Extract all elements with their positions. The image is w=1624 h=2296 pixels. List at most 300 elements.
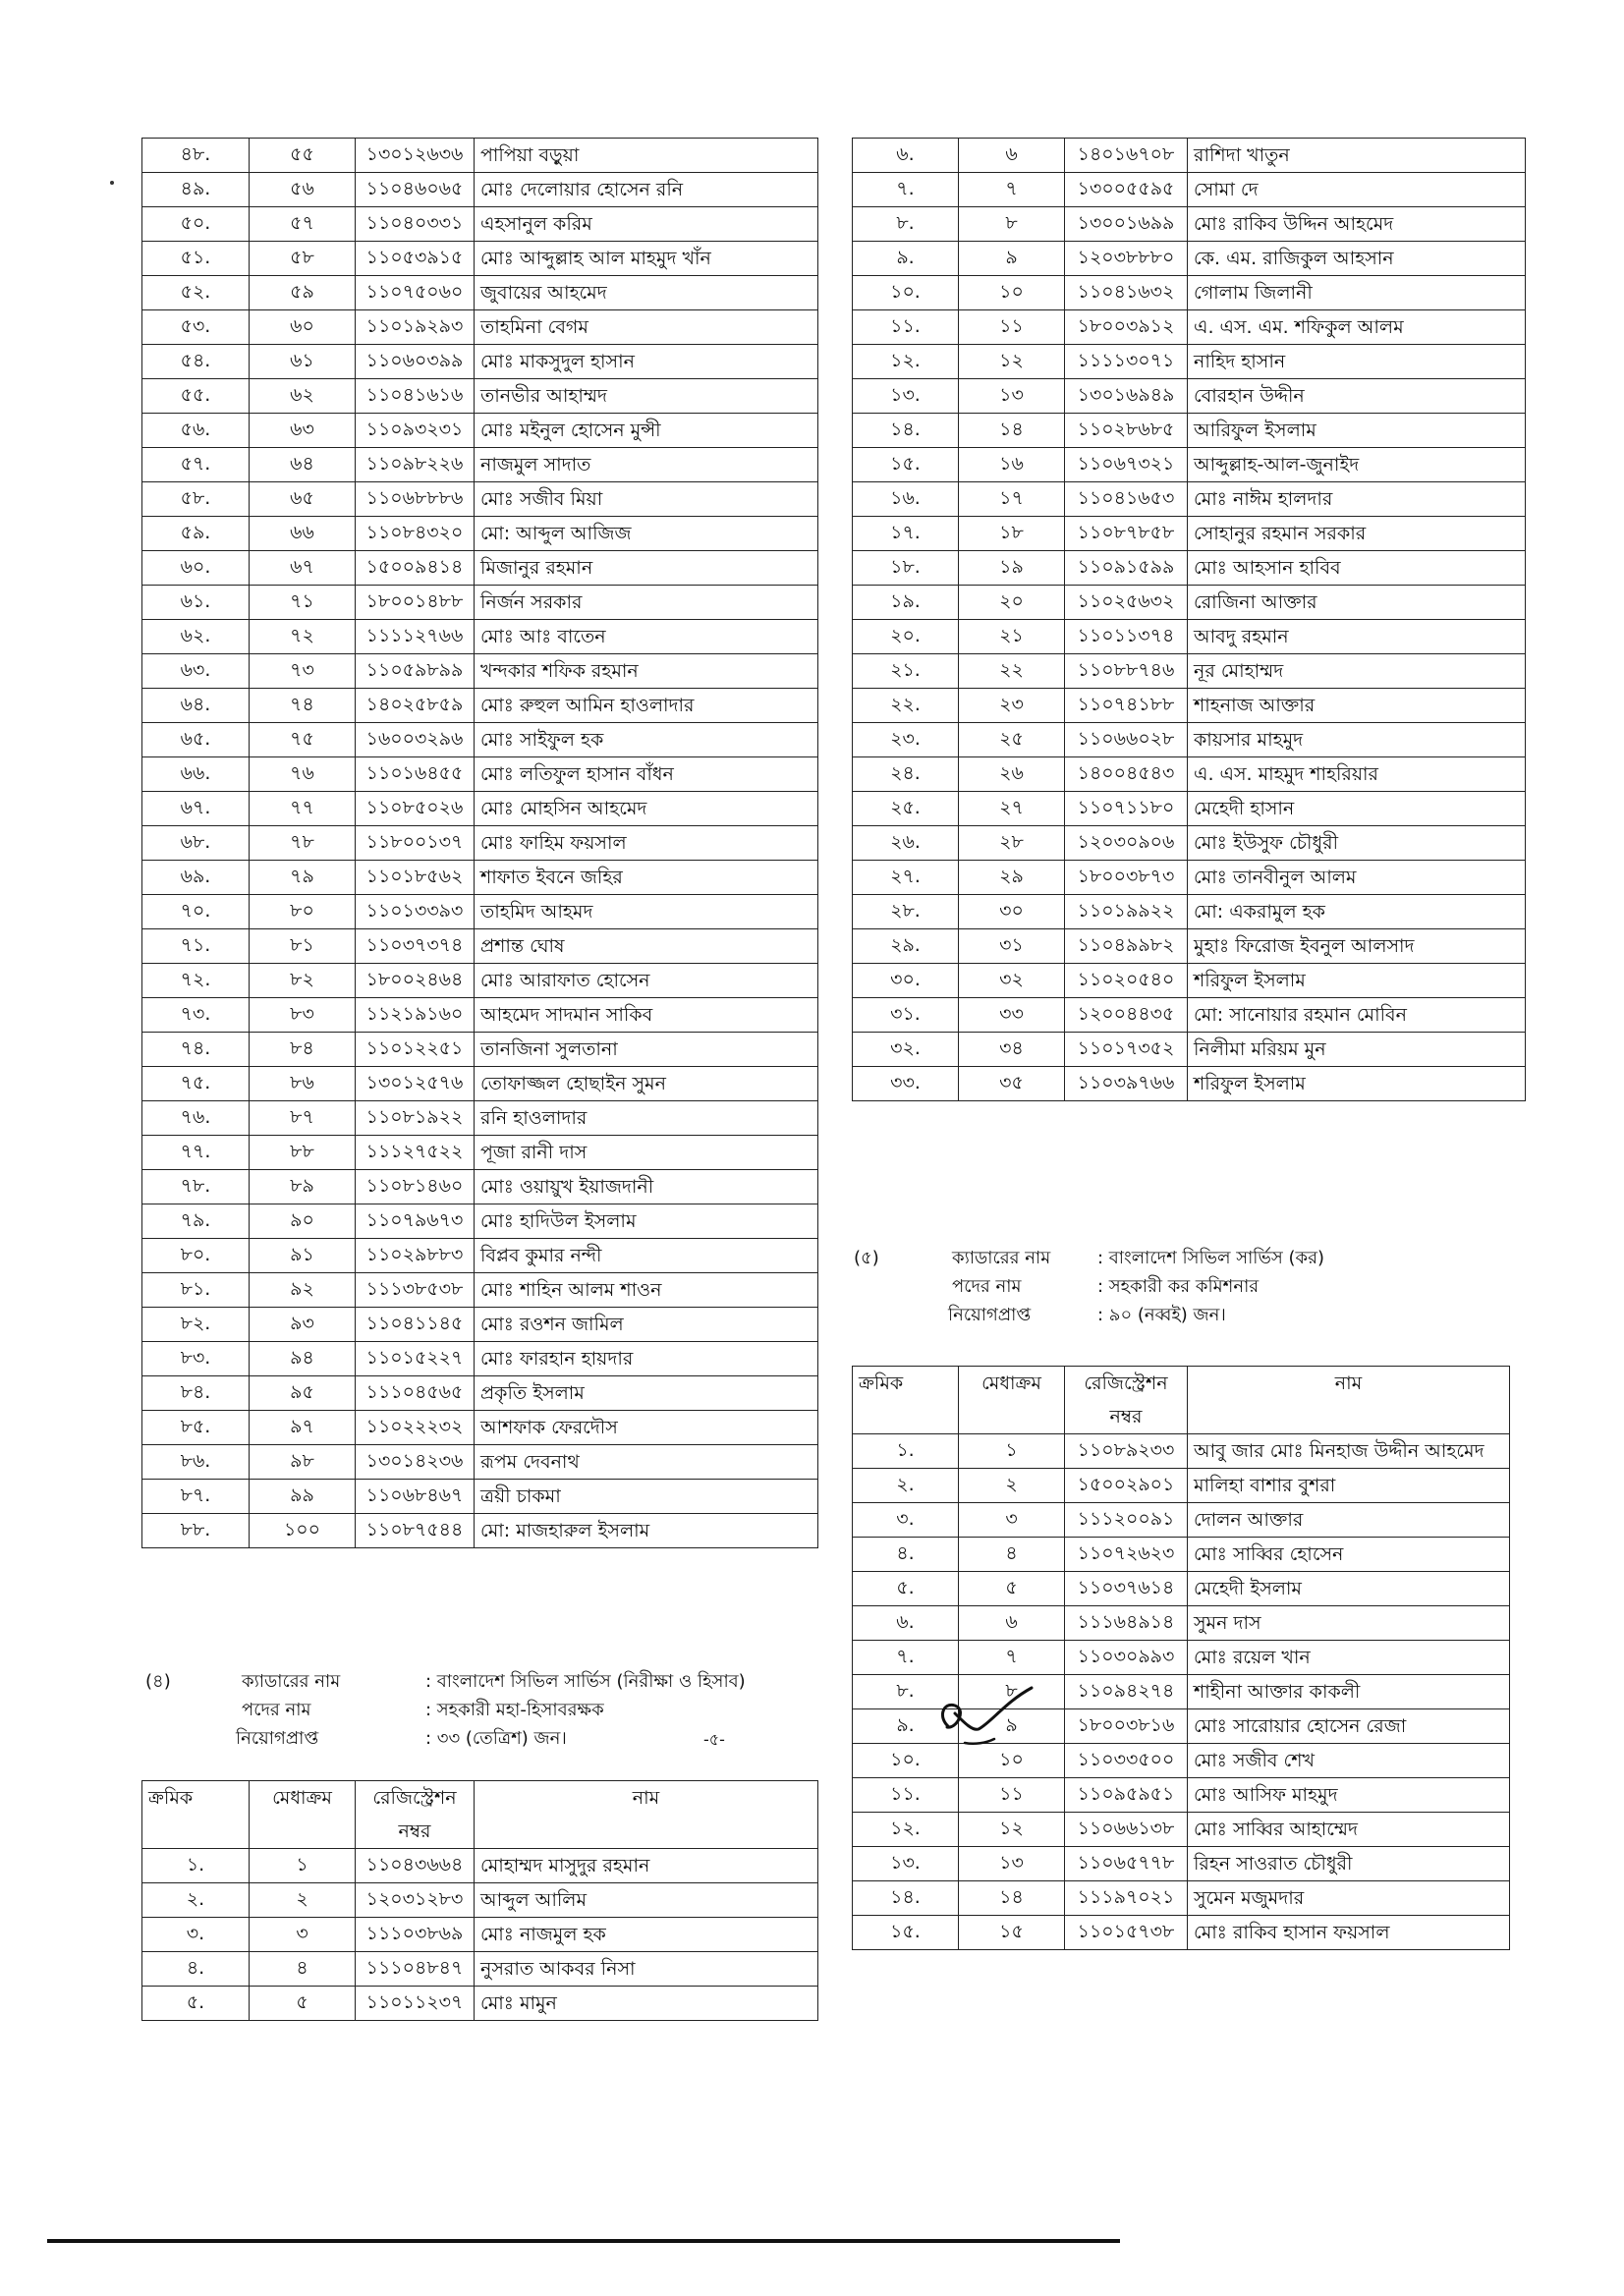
name-cell: এ. এস. এম. শফিকুল আলম	[1188, 310, 1526, 345]
serial-cell: ৫৫.	[142, 379, 250, 414]
registration-cell: ১১০১৩৩৯৩	[356, 895, 475, 929]
post-value: : সহকারী কর কমিশনার	[1097, 1276, 1260, 1297]
table-row	[142, 1101, 818, 1136]
serial-cell: ৫.	[142, 1987, 250, 2021]
table-row	[142, 1136, 818, 1170]
serial-cell: ৫০.	[142, 207, 250, 242]
serial-cell: ১.	[853, 1434, 959, 1469]
registration-cell: ১১০৩৯৭৬৬	[1065, 1067, 1188, 1101]
name-cell: মোঃ মোহসিন আহমেদ	[475, 792, 818, 826]
registration-cell: ১১০১১৩৭৪	[1065, 620, 1188, 654]
registration-cell: ১১১৬৪৯১৪	[1065, 1606, 1188, 1641]
table-row	[142, 1445, 818, 1480]
post-label: পদের নাম	[952, 1276, 1022, 1297]
serial-cell: ২৫.	[853, 792, 959, 826]
serial-cell: ২২.	[853, 689, 959, 723]
table-row	[142, 620, 818, 654]
merit-cell: ৮	[959, 1675, 1065, 1709]
merit-cell: ৯২	[250, 1273, 356, 1308]
registration-cell: ১১০৬৬০২৮	[1065, 723, 1188, 757]
registration-cell: ১১১০৪৫৬৫	[356, 1376, 475, 1411]
table-row	[142, 1273, 818, 1308]
name-cell: কায়সার মাহমুদ	[1188, 723, 1526, 757]
table-row	[142, 139, 818, 173]
registration-cell: ১১৮০০১৩৭	[356, 826, 475, 861]
serial-cell: ২৩.	[853, 723, 959, 757]
serial-cell: ৭২.	[142, 964, 250, 998]
table-row	[853, 1881, 1510, 1916]
table-row	[853, 1434, 1510, 1469]
merit-cell: ২০	[959, 586, 1065, 620]
registration-cell: ১১০৪১৬৩২	[1065, 276, 1188, 310]
registration-cell: ১১০১৭৩৫২	[1065, 1033, 1188, 1067]
table-row	[853, 964, 1526, 998]
serial-cell: ৮৭.	[142, 1480, 250, 1514]
serial-cell: ৫৪.	[142, 345, 250, 379]
name-cell: নুসরাত আকবর নিসা	[475, 1952, 818, 1987]
serial-cell: ১৪.	[853, 414, 959, 448]
registration-cell: ১১০৬৮৪৬৭	[356, 1480, 475, 1514]
name-cell: সোহানুর রহমান সরকার	[1188, 517, 1526, 551]
merit-cell: ৬	[959, 1606, 1065, 1641]
registration-cell: ১১০২৫৬৩২	[1065, 586, 1188, 620]
registration-cell: ১১০৯৫৯৫১	[1065, 1778, 1188, 1813]
table-row	[142, 345, 818, 379]
serial-cell: ৭৩.	[142, 998, 250, 1033]
registration-cell: ১১১২০০৯১	[1065, 1503, 1188, 1538]
name-cell: খন্দকার শফিক রহমান	[475, 654, 818, 689]
name-cell: বোরহান উদ্দীন	[1188, 379, 1526, 414]
serial-cell: ১৩.	[853, 379, 959, 414]
name-cell: সুমেন মজুমদার	[1188, 1881, 1510, 1916]
scan-mark	[110, 181, 114, 185]
merit-cell: ৬৬	[250, 517, 356, 551]
registration-cell: ১১০৫৩৯১৫	[356, 242, 475, 276]
name-cell: আশফাক ফেরদৌস	[475, 1411, 818, 1445]
name-cell: মোঃ আসিফ মাহমুদ	[1188, 1778, 1510, 1813]
table-row	[853, 1847, 1510, 1881]
table-row	[142, 1204, 818, 1239]
serial-cell: ৬৫.	[142, 723, 250, 757]
merit-cell: ৫	[250, 1987, 356, 2021]
merit-cell: ১১	[959, 310, 1065, 345]
registration-cell: ১১১২৭৫২২	[356, 1136, 475, 1170]
table-row	[853, 1067, 1526, 1101]
table-row	[142, 276, 818, 310]
serial-cell: ৭৮.	[142, 1170, 250, 1204]
name-cell: মোঃ ইউসুফ চৌধুরী	[1188, 826, 1526, 861]
serial-cell: ৮৫.	[142, 1411, 250, 1445]
merit-cell: ৯৫	[250, 1376, 356, 1411]
table-row	[853, 1469, 1510, 1503]
table-row	[142, 379, 818, 414]
name-cell: পূজা রানী দাস	[475, 1136, 818, 1170]
registration-cell: ১৫০০২৯০১	[1065, 1469, 1188, 1503]
registration-cell: ১১০৫৯৮৯৯	[356, 654, 475, 689]
merit-cell: ১৫	[959, 1916, 1065, 1950]
serial-cell: ৪৮.	[142, 139, 250, 173]
name-cell: মোঃ সজীব মিয়া	[475, 482, 818, 517]
merit-cell: ৬৭	[250, 551, 356, 586]
name-cell: পাপিয়া বড়ুয়া	[475, 139, 818, 173]
merit-cell: ৬১	[250, 345, 356, 379]
merit-cell: ৫৫	[250, 139, 356, 173]
table-row	[142, 1480, 818, 1514]
merit-cell: ৯৯	[250, 1480, 356, 1514]
table-row	[142, 1239, 818, 1273]
merit-cell: ৫৭	[250, 207, 356, 242]
registration-cell: ১১০২২২৩২	[356, 1411, 475, 1445]
header-name: নাম	[1188, 1367, 1510, 1434]
serial-cell: ১৯.	[853, 586, 959, 620]
cadre-label: ক্যাডারের নাম	[242, 1671, 341, 1692]
merit-cell: ৮৭	[250, 1101, 356, 1136]
merit-cell: ১৯	[959, 551, 1065, 586]
registration-cell: ১১০১৮৫৬২	[356, 861, 475, 895]
merit-cell: ১২	[959, 345, 1065, 379]
table-row	[142, 482, 818, 517]
serial-cell: ১৮.	[853, 551, 959, 586]
name-cell: মোঃ রয়েল খান	[1188, 1641, 1510, 1675]
registration-cell: ১১১৩৮৫৩৮	[356, 1273, 475, 1308]
merit-cell: ৬৫	[250, 482, 356, 517]
table-row	[142, 964, 818, 998]
serial-cell: ২১.	[853, 654, 959, 689]
name-cell: ত্রয়ী চাকমা	[475, 1480, 818, 1514]
table-row	[142, 998, 818, 1033]
table-row	[142, 689, 818, 723]
name-cell: মোঃ মইনুল হোসেন মুন্সী	[475, 414, 818, 448]
name-cell: মো: মাজহারুল ইসলাম	[475, 1514, 818, 1548]
name-cell: মোঃ রাকিব হাসান ফয়সাল	[1188, 1916, 1510, 1950]
section-4-info	[145, 1667, 833, 1753]
name-cell: মোঃ সাব্বির আহাম্মেদ	[1188, 1813, 1510, 1847]
post-label: পদের নাম	[242, 1700, 311, 1720]
serial-cell: ১৩.	[853, 1847, 959, 1881]
serial-cell: ৮১.	[142, 1273, 250, 1308]
name-cell: মোঃ রওশন জামিল	[475, 1308, 818, 1342]
registration-cell: ১১০৭৪১৮৮	[1065, 689, 1188, 723]
registration-cell: ১১১১৩০৭১	[1065, 345, 1188, 379]
registration-cell: ১১০৩৭৬১৪	[1065, 1572, 1188, 1606]
merit-cell: ২৬	[959, 757, 1065, 792]
serial-cell: ৩১.	[853, 998, 959, 1033]
section-5-number: (৫)	[854, 1248, 879, 1268]
name-cell: তোফাজ্জল হোছাইন সুমন	[475, 1067, 818, 1101]
serial-cell: ২৮.	[853, 895, 959, 929]
merit-cell: ৩	[250, 1918, 356, 1952]
serial-cell: ২৯.	[853, 929, 959, 964]
registration-cell: ১১০৮৪৩২০	[356, 517, 475, 551]
name-cell: রনি হাওলাদার	[475, 1101, 818, 1136]
section-5-info	[854, 1244, 1541, 1329]
registration-cell: ১১০৮৭৮৫৮	[1065, 517, 1188, 551]
merit-cell: ২১	[959, 620, 1065, 654]
table-row	[853, 723, 1526, 757]
table-row	[853, 1813, 1510, 1847]
registration-cell: ১১০৪১১৪৫	[356, 1308, 475, 1342]
name-cell: মোঃ তানবীনুল আলম	[1188, 861, 1526, 895]
serial-cell: ৭৯.	[142, 1204, 250, 1239]
merit-cell: ১৩	[959, 1847, 1065, 1881]
table-row	[142, 654, 818, 689]
table-row	[142, 517, 818, 551]
name-cell: কে. এম. রাজিকুল আহসান	[1188, 242, 1526, 276]
name-cell: আবু জার মোঃ মিনহাজ উদ্দীন আহমেদ	[1188, 1434, 1510, 1469]
merit-cell: ২৫	[959, 723, 1065, 757]
registration-cell: ১১০৭৯৬৭৩	[356, 1204, 475, 1239]
merit-cell: ৭৭	[250, 792, 356, 826]
table-row	[853, 792, 1526, 826]
table-row	[853, 1538, 1510, 1572]
table-row	[142, 826, 818, 861]
merit-cell: ২২	[959, 654, 1065, 689]
registration-cell: ১২০৩৮৮৮০	[1065, 242, 1188, 276]
cadre-value: : বাংলাদেশ সিভিল সার্ভিস (নিরীক্ষা ও হিসাব)	[425, 1671, 746, 1692]
merit-cell: ১৭	[959, 482, 1065, 517]
table-row	[853, 139, 1526, 173]
serial-cell: ৯.	[853, 242, 959, 276]
serial-cell: ৭০.	[142, 895, 250, 929]
name-cell: মোঃ সজীব শেখ	[1188, 1744, 1510, 1778]
table-row	[853, 242, 1526, 276]
merit-cell: ৫৮	[250, 242, 356, 276]
registration-cell: ১১০৮৭৫৪৪	[356, 1514, 475, 1548]
table-row	[142, 1376, 818, 1411]
merit-cell: ৮৯	[250, 1170, 356, 1204]
table-row	[142, 1514, 818, 1548]
registration-cell: ১১০১৬৪৫৫	[356, 757, 475, 792]
merit-cell: ৬২	[250, 379, 356, 414]
merit-cell: ১৬	[959, 448, 1065, 482]
name-cell: মো: আব্দুল আজিজ	[475, 517, 818, 551]
registration-cell: ১১০২৮৬৮৫	[1065, 414, 1188, 448]
name-cell: নিলীমা মরিয়ম মুন	[1188, 1033, 1526, 1067]
serial-cell: ৮৬.	[142, 1445, 250, 1480]
serial-cell: ৩২.	[853, 1033, 959, 1067]
serial-cell: ৬৬.	[142, 757, 250, 792]
name-cell: মোঃ নাঈম হালদার	[1188, 482, 1526, 517]
name-cell: তাহমিনা বেগম	[475, 310, 818, 345]
serial-cell: ৭.	[853, 1641, 959, 1675]
serial-cell: ৫৩.	[142, 310, 250, 345]
registration-cell: ১১০১৫৭৩৮	[1065, 1916, 1188, 1950]
table-row	[853, 1916, 1510, 1950]
registration-cell: ১৩০১৬৯৪৯	[1065, 379, 1188, 414]
serial-cell: ৮০.	[142, 1239, 250, 1273]
registration-cell: ১১০১৯৯২২	[1065, 895, 1188, 929]
table-row	[853, 414, 1526, 448]
serial-cell: ৮৪.	[142, 1376, 250, 1411]
table-row	[853, 757, 1526, 792]
registration-cell: ১১০৪০৩৩১	[356, 207, 475, 242]
name-cell: মোঃ লতিফুল হাসান বাঁধন	[475, 757, 818, 792]
merit-cell: ৭৩	[250, 654, 356, 689]
registration-cell: ১১০৯৪২৭৪	[1065, 1675, 1188, 1709]
table-row	[142, 1033, 818, 1067]
registration-cell: ১১০৪৬০৬৫	[356, 173, 475, 207]
registration-cell: ১১০২০৫৪০	[1065, 964, 1188, 998]
name-cell: প্রশান্ত ঘোষ	[475, 929, 818, 964]
name-cell: নাজমুল সাদাত	[475, 448, 818, 482]
registration-cell: ১২০৩০৯০৬	[1065, 826, 1188, 861]
table-row	[142, 757, 818, 792]
serial-cell: ৩.	[142, 1918, 250, 1952]
merit-cell: ১০০	[250, 1514, 356, 1548]
registration-cell: ১১০৩০৯৯৩	[1065, 1641, 1188, 1675]
name-cell: রূপম দেবনাথ	[475, 1445, 818, 1480]
name-cell: প্রকৃতি ইসলাম	[475, 1376, 818, 1411]
table-row	[853, 1572, 1510, 1606]
table-row	[142, 1067, 818, 1101]
name-cell: সুমন দাস	[1188, 1606, 1510, 1641]
serial-cell: ১২.	[853, 345, 959, 379]
registration-cell: ১১১৯৭০২১	[1065, 1881, 1188, 1916]
serial-cell: ১১.	[853, 1778, 959, 1813]
name-cell: মো: একরামুল হক	[1188, 895, 1526, 929]
registration-cell: ১১০৪৩৬৬৪	[356, 1849, 475, 1883]
merit-cell: ৮	[959, 207, 1065, 242]
table-row	[142, 929, 818, 964]
serial-cell: ২৬.	[853, 826, 959, 861]
registration-cell: ১১০৯১৫৯৯	[1065, 551, 1188, 586]
registration-cell: ১৩০১৪২৩৬	[356, 1445, 475, 1480]
table-row	[142, 1952, 818, 1987]
merit-cell: ৭২	[250, 620, 356, 654]
table-row	[853, 517, 1526, 551]
name-cell: বিপ্লব কুমার নন্দী	[475, 1239, 818, 1273]
merit-cell: ৩৫	[959, 1067, 1065, 1101]
registration-cell: ১১০৯৮২২৬	[356, 448, 475, 482]
name-cell: আহমেদ সাদমান সাকিব	[475, 998, 818, 1033]
name-cell: মোঃ ফাহিম ফয়সাল	[475, 826, 818, 861]
merit-cell: ৯৩	[250, 1308, 356, 1342]
footer-rule	[47, 2239, 1120, 2243]
merit-cell: ২৩	[959, 689, 1065, 723]
serial-cell: ১৪.	[853, 1881, 959, 1916]
table-row	[853, 1503, 1510, 1538]
table-row	[853, 654, 1526, 689]
merit-cell: ৯৮	[250, 1445, 356, 1480]
name-cell: মোঃ সাব্বির হোসেন	[1188, 1538, 1510, 1572]
name-cell: রোজিনা আক্তার	[1188, 586, 1526, 620]
registration-cell: ১৩০০৫৫৯৫	[1065, 173, 1188, 207]
registration-cell: ১১০১৫২২৭	[356, 1342, 475, 1376]
merit-cell: ৪	[250, 1952, 356, 1987]
merit-cell: ৩১	[959, 929, 1065, 964]
section-5-table	[852, 1366, 1510, 1950]
registration-cell: ১৪০১৬৭০৮	[1065, 139, 1188, 173]
registration-cell: ১১০১৯২৯৩	[356, 310, 475, 345]
merit-cell: ২	[250, 1883, 356, 1918]
header-merit: মেধাক্রম	[959, 1367, 1065, 1434]
section-5-header	[853, 1367, 1510, 1434]
merit-cell: ৮৮	[250, 1136, 356, 1170]
serial-cell: ৫৯.	[142, 517, 250, 551]
registration-cell: ১১১০৪৮৪৭	[356, 1952, 475, 1987]
serial-cell: ৭.	[853, 173, 959, 207]
merit-cell: ১৪	[959, 414, 1065, 448]
serial-cell: ৪৯.	[142, 173, 250, 207]
table-row	[142, 723, 818, 757]
merit-cell: ৭৮	[250, 826, 356, 861]
merit-cell: ৭	[959, 1641, 1065, 1675]
registration-cell: ১১০৭২৬২৩	[1065, 1538, 1188, 1572]
name-cell: রিহন সাওরাত চৌধুরী	[1188, 1847, 1510, 1881]
post-value: : সহকারী মহা-হিসাবরক্ষক	[425, 1700, 604, 1720]
table-row	[142, 310, 818, 345]
name-cell: তানভীর আহাম্মদ	[475, 379, 818, 414]
registration-cell: ১৮০০৩৯১২	[1065, 310, 1188, 345]
name-cell: মোঃ হাদিউল ইসলাম	[475, 1204, 818, 1239]
table-row	[142, 1308, 818, 1342]
appointed-value: : ৯০ (নব্বই) জন।	[1097, 1305, 1226, 1325]
table-row	[853, 448, 1526, 482]
registration-cell: ১৬০০৩২৯৬	[356, 723, 475, 757]
section-4-table	[141, 1780, 818, 2021]
serial-cell: ৫২.	[142, 276, 250, 310]
registration-cell: ১১০৬৮৮৮৬	[356, 482, 475, 517]
registration-cell: ১১০৪১৬৫৩	[1065, 482, 1188, 517]
registration-cell: ১১০১২২৫১	[356, 1033, 475, 1067]
serial-cell: ৬২.	[142, 620, 250, 654]
table-row	[853, 689, 1526, 723]
serial-cell: ২০.	[853, 620, 959, 654]
header-merit: মেধাক্রম	[250, 1781, 356, 1849]
table-row	[142, 448, 818, 482]
merit-cell: ৭	[959, 173, 1065, 207]
serial-cell: ২৪.	[853, 757, 959, 792]
table-row	[853, 861, 1526, 895]
table-row	[853, 379, 1526, 414]
header-serial: ক্রমিক	[853, 1367, 959, 1434]
registration-cell: ১১০৬৫৭৭৮	[1065, 1847, 1188, 1881]
serial-cell: ১৫.	[853, 1916, 959, 1950]
table-row	[853, 173, 1526, 207]
name-cell: মেহেদী হাসান	[1188, 792, 1526, 826]
name-cell: দোলন আক্তার	[1188, 1503, 1510, 1538]
table-row	[853, 895, 1526, 929]
name-cell: গোলাম জিলানী	[1188, 276, 1526, 310]
merit-cell: ১৩	[959, 379, 1065, 414]
signature	[935, 1684, 1043, 1753]
registration-cell: ১১০৬০৩৯৯	[356, 345, 475, 379]
merit-cell: ৭৯	[250, 861, 356, 895]
merit-cell: ১	[959, 1434, 1065, 1469]
name-cell: রাশিদা খাতুন	[1188, 139, 1526, 173]
table-row	[142, 1849, 818, 1883]
name-cell: আব্দুল্লাহ-আল-জুনাইদ	[1188, 448, 1526, 482]
name-cell: নাহিদ হাসান	[1188, 345, 1526, 379]
name-cell: মোঃ ফারহান হায়দার	[475, 1342, 818, 1376]
name-cell: মোঃ আব্দুল্লাহ আল মাহমুদ খাঁন	[475, 242, 818, 276]
merit-cell: ৮৬	[250, 1067, 356, 1101]
registration-cell: ১৩০০১৬৯৯	[1065, 207, 1188, 242]
merit-cell: ৮০	[250, 895, 356, 929]
merit-cell: ৬৩	[250, 414, 356, 448]
table-row	[142, 1987, 818, 2021]
merit-cell: ৯১	[250, 1239, 356, 1273]
registration-cell: ১১১০৩৮৬৯	[356, 1918, 475, 1952]
name-cell: মোহাম্মদ মাসুদুর রহমান	[475, 1849, 818, 1883]
serial-cell: ৫.	[853, 1572, 959, 1606]
name-cell: আরিফুল ইসলাম	[1188, 414, 1526, 448]
name-cell: মোঃ ওয়ায়ুখ ইয়াজদানী	[475, 1170, 818, 1204]
merit-cell: ৮৩	[250, 998, 356, 1033]
registration-cell: ১৩০১২৫৭৬	[356, 1067, 475, 1101]
merit-cell: ৭৫	[250, 723, 356, 757]
name-cell: মোঃ সাইফুল হক	[475, 723, 818, 757]
